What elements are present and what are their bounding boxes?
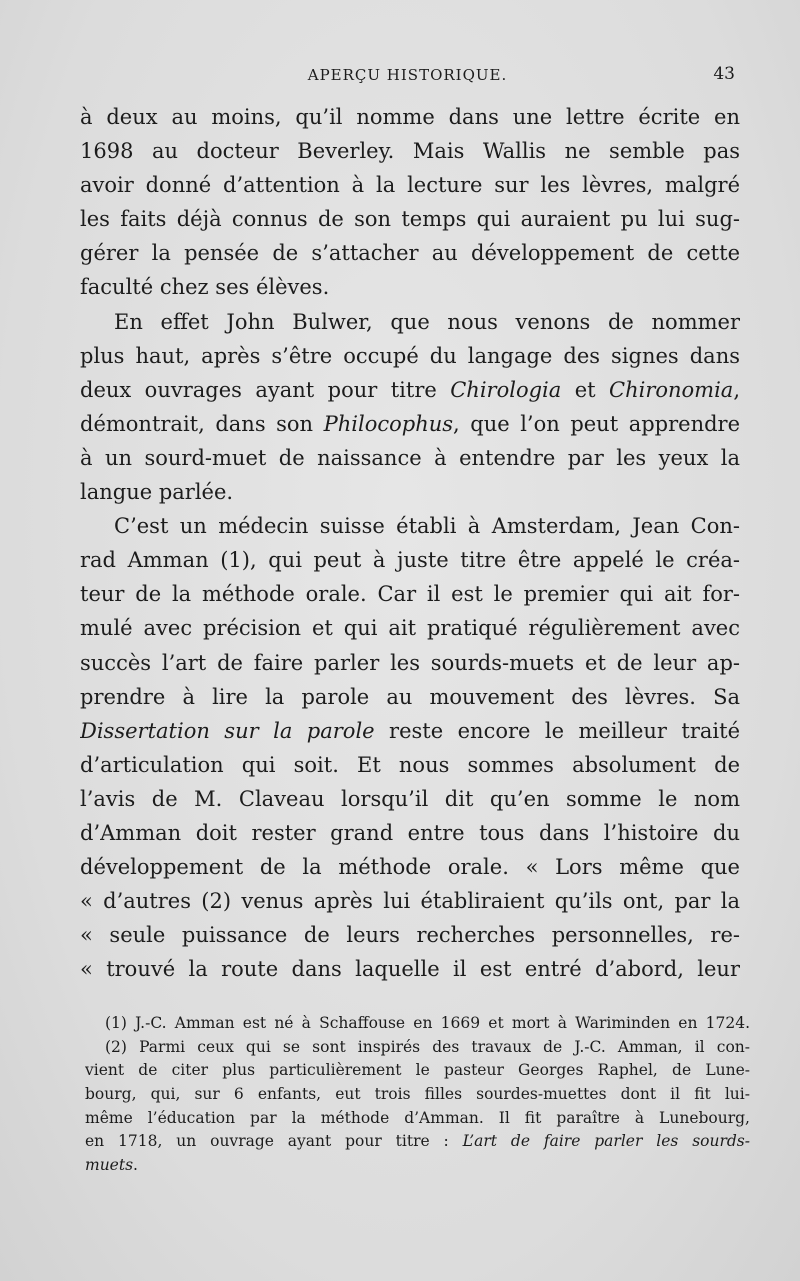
text-run: En effet John Bulwer, que nous venons de nommer [114, 309, 740, 334]
text-line [80, 373, 740, 407]
page-number: 43 [713, 64, 735, 84]
text-line [80, 884, 740, 918]
text-line [80, 441, 740, 475]
text-line [80, 168, 740, 202]
running-head [80, 62, 735, 88]
text-line [80, 305, 740, 339]
text-run: vient de citer plus particulièrement le pasteur Georges Raphel, de Lune- [85, 1061, 750, 1080]
text-run: (1) J.-C. Amman est né à Schaffouse en 1669 et mort à Wariminden en 1724. [105, 1014, 750, 1032]
text-line [80, 577, 740, 611]
text-run: mulé avec précision et qui ait pratiqué régulièrement avec [80, 616, 740, 641]
text-run: C’est un médecin suisse établi à Amsterdam, Jean Con- [114, 514, 740, 539]
text-run: démontrait, dans son [80, 411, 324, 436]
text-run: d’Amman doit rester grand entre tous dans l’histoire du [80, 820, 740, 845]
text-line [80, 202, 740, 236]
italic-title: Chirologia [450, 377, 562, 402]
italic-title: muets [85, 1156, 134, 1175]
footnotes [85, 1012, 750, 1178]
text-line [80, 680, 740, 714]
text-run: gérer la pensée de s’attacher au développement de cette [80, 241, 740, 266]
text-line [80, 782, 740, 816]
text-line [80, 918, 740, 952]
text-run: et [561, 377, 610, 402]
text-run: l’avis de M. Claveau lorsqu’il dit qu’en somme le nom [80, 786, 740, 811]
text-run: , [733, 377, 740, 402]
text-line [80, 646, 740, 680]
text-run: développement de la méthode orale. « Lors même que [80, 855, 740, 880]
text-run: à deux au moins, qu’il nomme dans une lettre écrite en [80, 105, 740, 129]
text-run: les faits déjà connus de son temps qui auraient pu lui sug- [80, 207, 740, 232]
text-run: teur de la méthode orale. Car il est le premier qui ait for- [80, 582, 740, 607]
italic-title: Dissertation sur la parole [80, 718, 375, 743]
footnote-line [85, 1036, 750, 1060]
footnote-line [85, 1059, 750, 1083]
text-line [80, 952, 740, 986]
text-run: d’articulation qui soit. Et nous sommes absolument de [80, 752, 740, 777]
text-line [80, 339, 740, 373]
text-run: reste encore le meilleur traité [374, 718, 740, 743]
text-line [80, 543, 740, 577]
running-title: APERÇU HISTORIQUE. [307, 66, 508, 84]
text-run: , que l’on peut apprendre [453, 411, 740, 436]
body-text [80, 100, 740, 986]
text-run: plus haut, après s’être occupé du langage des signes dans [80, 343, 740, 368]
text-line [80, 748, 740, 782]
text-line [80, 509, 740, 543]
text-line [80, 100, 740, 134]
text-line [80, 816, 740, 850]
text-run: même l’éducation par la méthode d’Amman. Il fit paraître à Lunebourg, [85, 1108, 750, 1127]
text-run: avoir donné d’attention à la lecture sur les lèvres, malgré [80, 173, 740, 198]
footnote-line [85, 1107, 750, 1131]
text-line [80, 475, 740, 509]
footnote-line [85, 1012, 750, 1036]
text-line [80, 134, 740, 168]
text-run: deux ouvrages ayant pour titre [80, 377, 451, 402]
text-run: « seule puissance de leurs recherches personnelles, re- [80, 923, 740, 948]
text-run: bourg, qui, sur 6 enfants, eut trois filles sourdes-muettes dont il fit lui- [85, 1085, 750, 1104]
text-line [80, 236, 740, 270]
footnote-line [85, 1130, 750, 1154]
text-run: en 1718, un ouvrage ayant pour titre : [85, 1132, 463, 1151]
italic-title: Chironomia [609, 377, 734, 402]
footnote-line [85, 1083, 750, 1107]
text-run: 1698 au docteur Beverley. Mais Wallis ne semble pas [80, 139, 740, 164]
text-run: prendre à lire la parole au mouvement des lèvres. Sa [80, 684, 740, 709]
text-line [80, 850, 740, 884]
text-run: . [133, 1156, 138, 1175]
text-run: « d’autres (2) venus après lui établiraient qu’ils ont, par la [80, 889, 740, 914]
italic-title: L’art de faire parler les sourds- [462, 1132, 750, 1151]
text-run: langue parlée. [80, 480, 234, 505]
italic-title: Philocophus [323, 411, 454, 436]
text-run: à un sourd-muet de naissance à entendre par les yeux la [80, 445, 740, 470]
text-line [80, 407, 740, 441]
text-run: (2) Parmi ceux qui se sont inspirés des travaux de J.-C. Amman, il con- [105, 1037, 750, 1056]
text-run: rad Amman (1), qui peut à juste titre être appelé le créa- [80, 548, 740, 573]
text-line [80, 270, 740, 304]
text-run: succès l’art de faire parler les sourds-muets et de leur ap- [80, 650, 740, 675]
text-run: « trouvé la route dans laquelle il est entré d’abord, leur [80, 957, 740, 982]
text-line [80, 714, 740, 748]
text-line [80, 611, 740, 645]
text-run: faculté chez ses élèves. [80, 275, 330, 300]
footnote-line [85, 1154, 750, 1178]
